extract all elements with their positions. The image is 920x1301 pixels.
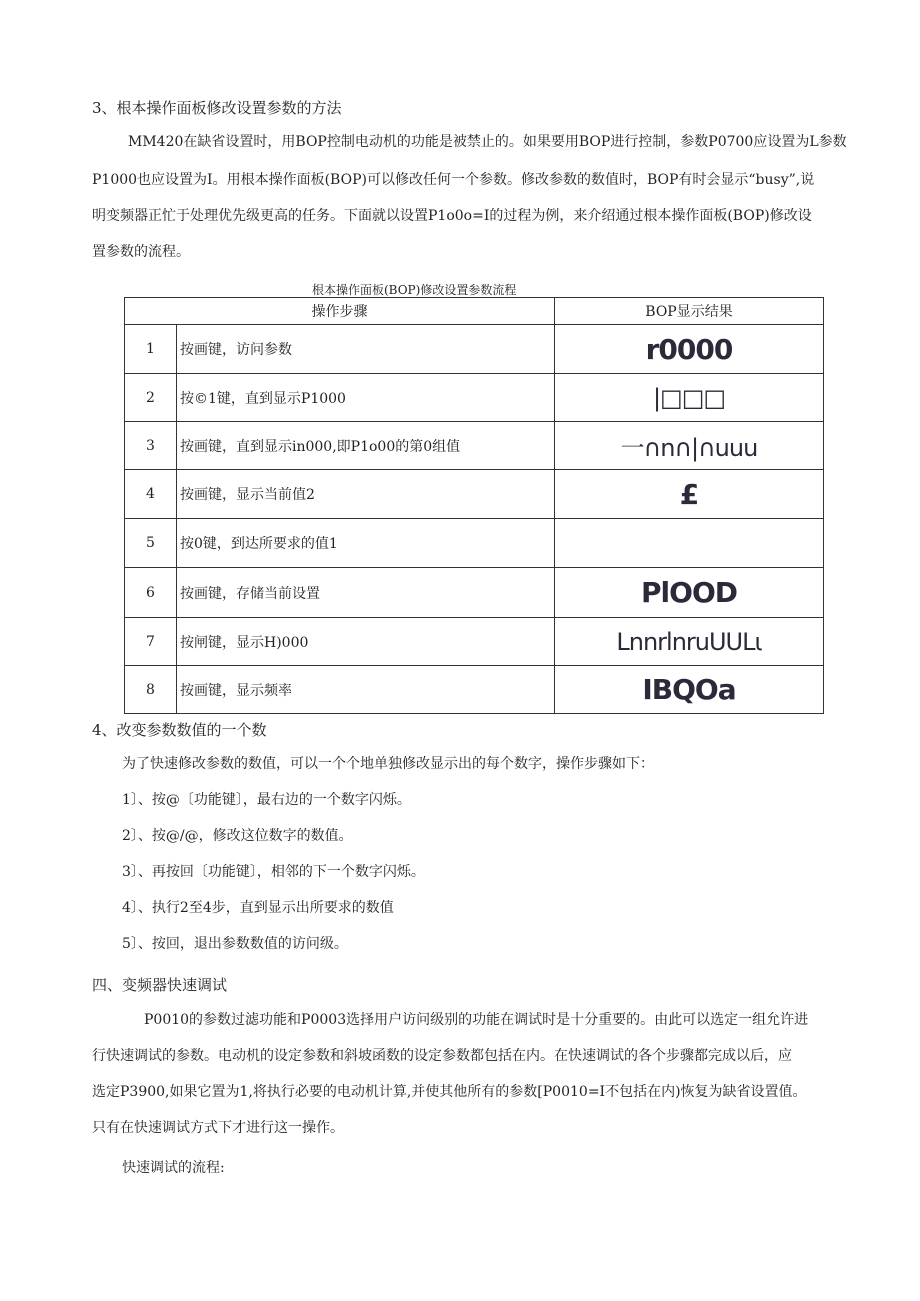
section4-step-1: 1〕、按@〔功能键〕，最右边的一个数字闪烁。 [122,792,411,808]
row-num: 7 [125,618,177,666]
bop-procedure-table [124,297,824,714]
row-step: 按画键，显示当前值2 [177,470,555,519]
row-num: 3 [125,422,177,470]
row-step: 按©1键，直到显示P1000 [177,374,555,422]
table-row [125,470,824,519]
section-four-para-line-2: 行快速调试的参数。电动机的设定参数和斜坡函数的设定参数都包括在内。在快速调试的各个步骤都完成以后，应 [92,1048,792,1064]
table-row [125,519,824,568]
flow-label: 快速调试的流程: [122,1160,225,1176]
table-row [125,422,824,470]
row-display: r0000 [555,325,824,374]
section4-step-4: 4〕、执行2至4步，直到显示出所要求的数值 [122,900,394,916]
row-display: IBQOa [555,666,824,714]
section-four-para-line-4: 只有在快速调试方式下才进行这一操作。 [92,1120,344,1136]
row-num: 8 [125,666,177,714]
table-row [125,568,824,618]
row-display: LnnrlnruUULι [555,618,824,666]
row-display: 一∩n∩|∩uuu [555,422,824,470]
row-display: PlOOD [555,568,824,618]
row-step: 按画键，存储当前设置 [177,568,555,618]
section3-para-line-3: 明变频器正忙于处理优先级更高的任务。下面就以设置P1o0o=I的过程为例，来介绍通过根本操作面板(BOP)修改设 [92,208,812,224]
row-num: 2 [125,374,177,422]
row-step: 按画键，直到显示in000,即P1o00的第0组值 [177,422,555,470]
section4-step-3: 3〕、再按回〔功能键〕，相邻的下一个数字闪烁。 [122,864,425,880]
table-row [125,666,824,714]
section-four-heading: 四、变频器快速调试 [92,976,228,994]
table-row [125,618,824,666]
section3-heading: 3、根本操作面板修改设置参数的方法 [92,99,342,117]
section3-para-line-2: P1000也应设置为I。用根本操作面板(BOP)可以修改任何一个参数。修改参数的数值时，BOP有时会显示“busy”,说 [92,172,815,188]
section3-para-line-4: 置参数的流程。 [92,244,190,260]
row-num: 6 [125,568,177,618]
row-num: 1 [125,325,177,374]
section4-step-2: 2〕、按@/@，修改这位数字的数值。 [122,828,353,844]
header-result: BOP显示结果 [555,298,824,325]
table-header-row [125,298,824,325]
section-four-para-line-1: P0010的参数过滤功能和P0003选择用户访问级别的功能在调试时是十分重要的。由此可以选定一组允许进 [144,1012,809,1028]
row-step: 按画键，访问参数 [177,325,555,374]
row-num: 4 [125,470,177,519]
table-row [125,374,824,422]
row-step: 按画键，显示频率 [177,666,555,714]
table-row [125,325,824,374]
row-step: 按闸键，显示H)000 [177,618,555,666]
row-display [555,519,824,568]
section4-intro: 为了快速修改参数的数值，可以一个个地单独修改显示出的每个数字，操作步骤如下： [122,756,654,772]
row-display: |□□□ [555,374,824,422]
table-caption: 根本操作面板(BOP)修改设置参数流程 [312,283,517,297]
row-step: 按0键，到达所要求的值1 [177,519,555,568]
section-four-para-line-3: 选定P3900,如果它置为1,将执行必要的电动机计算,并使其他所有的参数[P0010=I不包括在内)恢复为缺省设置值。 [92,1084,807,1100]
row-num: 5 [125,519,177,568]
row-display: £ [555,470,824,519]
section3-para-line-1: MM420在缺省设置时，用BOP控制电动机的功能是被禁止的。如果要用BOP进行控制，参数P0700应设置为L参数 [128,134,847,150]
section4-heading: 4、改变参数数值的一个数 [92,721,267,739]
section4-step-5: 5〕、按回，退出参数数值的访问级。 [122,936,348,952]
header-step: 操作步骤 [125,298,555,325]
